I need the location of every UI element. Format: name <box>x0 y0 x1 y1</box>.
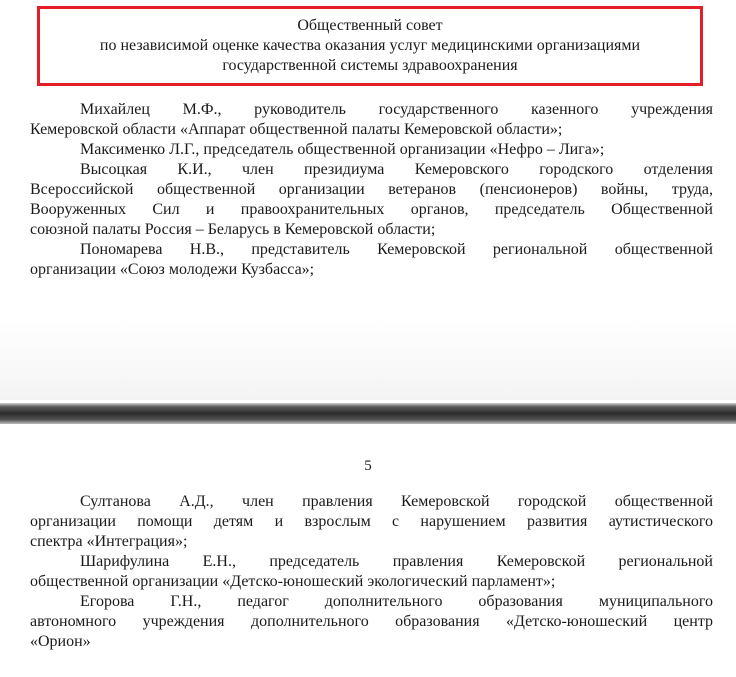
member-entry-line: Шарифулина Е.Н., председатель правления Кемеровской региональной <box>80 553 713 570</box>
council-title-line: по независимой оценке качества оказания услуг медицинскими организациями <box>99 37 641 54</box>
member-entry-line: организации помощи детям и взрослым с нарушением развития аутистического <box>30 513 713 530</box>
member-list-bottom <box>30 492 713 652</box>
page-break-separator <box>0 403 736 424</box>
member-entry-line: Максименко Л.Г., председатель общественной организации «Нефро – Лига»; <box>80 141 605 158</box>
member-entry-line: Всероссийской общественной организации ветеранов (пенсионеров) войны, труда, <box>30 181 713 198</box>
member-entry-line: Пономарева Н.В., представитель Кемеровской региональной общественной <box>80 241 713 258</box>
member-entry-line: Султанова А.Д., член правления Кемеровской городской общественной <box>80 493 713 510</box>
member-entry-line: союзной палаты Россия – Беларусь в Кемеровской области; <box>30 221 436 238</box>
member-entry-line: Высоцкая К.И., член президиума Кемеровского городского отделения <box>80 161 713 178</box>
member-entry-line: организации «Союз молодежи Кузбасса»; <box>30 261 315 278</box>
page-number: 5 <box>364 458 372 474</box>
member-entry-line: Кемеровской области «Аппарат общественной палаты Кемеровской области»; <box>30 121 563 138</box>
member-entry-line: Михайлец М.Ф., руководитель государственного казенного учреждения <box>80 101 713 118</box>
council-title-line: Общественный совет <box>297 17 443 34</box>
member-entry-line: Вооруженных Сил и правоохранительных органов, председатель Общественной <box>30 201 713 218</box>
member-entry-line: спектра «Интеграция»; <box>30 533 188 550</box>
member-entry-line: «Орион» <box>30 633 91 650</box>
member-entry-line: общественной организации «Детско-юношеский экологический парламент»; <box>30 573 556 590</box>
member-list-top <box>30 100 713 280</box>
council-title-line: государственной системы здравоохранения <box>222 57 518 74</box>
member-entry-line: автономного учреждения дополнительного образования «Детско-юношеский центр <box>30 613 713 630</box>
member-entry-line: Егорова Г.Н., педагог дополнительного образования муниципального <box>80 593 713 610</box>
council-title-box <box>37 6 703 86</box>
